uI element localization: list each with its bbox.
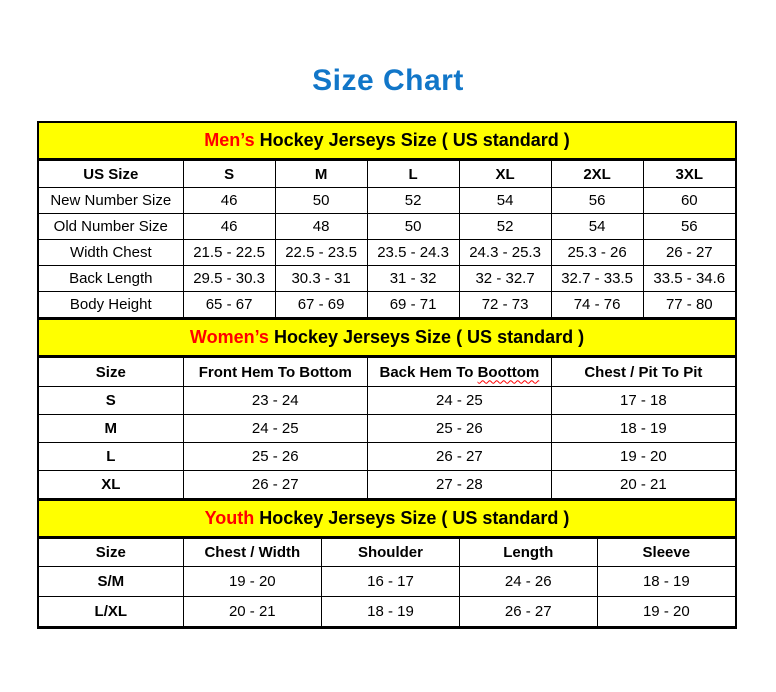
table-row: [39, 240, 735, 266]
cell: 25.3 - 26: [551, 240, 643, 266]
cell: 19 - 20: [597, 597, 735, 627]
cell: 56: [643, 214, 735, 240]
column-header: L: [367, 161, 459, 188]
cell: 52: [459, 214, 551, 240]
cell: 31 - 32: [367, 266, 459, 292]
womens-section-header: [39, 318, 735, 357]
cell: 23 - 24: [183, 387, 367, 415]
cell: 21.5 - 22.5: [183, 240, 275, 266]
cell: 26 - 27: [643, 240, 735, 266]
row-label: Old Number Size: [39, 214, 183, 240]
table-row: [39, 443, 735, 471]
womens-size-table: [39, 357, 735, 499]
row-label: New Number Size: [39, 188, 183, 214]
cell: 17 - 18: [551, 387, 735, 415]
column-header: S: [183, 161, 275, 188]
cell: 22.5 - 23.5: [275, 240, 367, 266]
column-header: 2XL: [551, 161, 643, 188]
cell: 27 - 28: [368, 471, 552, 499]
womens-label-red: Women’s: [189, 327, 269, 347]
cell: 67 - 69: [275, 292, 367, 318]
cell: 19 - 20: [551, 443, 735, 471]
row-label: Body Height: [39, 292, 183, 318]
table-row: [39, 567, 735, 597]
column-header: XL: [459, 161, 551, 188]
column-header: US Size: [39, 161, 183, 188]
cell: 18 - 19: [322, 597, 460, 627]
cell: 24.3 - 25.3: [459, 240, 551, 266]
column-header: [368, 358, 552, 387]
row-label: L: [39, 443, 183, 471]
cell: 72 - 73: [459, 292, 551, 318]
mens-section-header: [39, 123, 735, 160]
cell: 46: [183, 214, 275, 240]
row-label: XL: [39, 471, 183, 499]
cell: 20 - 21: [551, 471, 735, 499]
cell: 48: [275, 214, 367, 240]
row-label: M: [39, 415, 183, 443]
youth-size-table: [39, 538, 735, 627]
cell: 50: [367, 214, 459, 240]
table-row: [39, 415, 735, 443]
row-label: Back Length: [39, 266, 183, 292]
column-header: Sleeve: [597, 539, 735, 567]
table-header-row: [39, 358, 735, 387]
table-header-row: [39, 539, 735, 567]
cell: 52: [367, 188, 459, 214]
cell: 26 - 27: [459, 597, 597, 627]
table-row: [39, 387, 735, 415]
cell: 16 - 17: [322, 567, 460, 597]
cell: 24 - 26: [459, 567, 597, 597]
row-label: S: [39, 387, 183, 415]
column-header: Size: [39, 539, 183, 567]
cell: 33.5 - 34.6: [643, 266, 735, 292]
cell: 65 - 67: [183, 292, 275, 318]
page-title: Size Chart: [312, 64, 464, 97]
row-label: L/XL: [39, 597, 183, 627]
cell: 23.5 - 24.3: [367, 240, 459, 266]
cell: 50: [275, 188, 367, 214]
table-header-row: [39, 161, 735, 188]
column-header: Size: [39, 358, 183, 387]
table-row: [39, 188, 735, 214]
womens-label-rest: Hockey Jerseys Size ( US standard ): [268, 327, 585, 347]
table-row: [39, 292, 735, 318]
cell: 46: [183, 188, 275, 214]
column-header: Length: [459, 539, 597, 567]
cell: 18 - 19: [597, 567, 735, 597]
mens-label-rest: Hockey Jerseys Size ( US standard ): [254, 130, 570, 150]
column-header: 3XL: [643, 161, 735, 188]
row-label: Width Chest: [39, 240, 183, 266]
table-row: [39, 214, 735, 240]
size-chart: [37, 121, 737, 629]
cell: 54: [551, 214, 643, 240]
cell: 60: [643, 188, 735, 214]
youth-section-header: [39, 499, 735, 538]
cell: 24 - 25: [368, 387, 552, 415]
misspelled-word: Boottom: [477, 363, 540, 381]
cell: 77 - 80: [643, 292, 735, 318]
cell: 25 - 26: [183, 443, 367, 471]
mens-label-red: Men’s: [204, 130, 255, 150]
cell: 32.7 - 33.5: [551, 266, 643, 292]
cell: 54: [459, 188, 551, 214]
mens-size-table: [39, 160, 735, 318]
cell: 56: [551, 188, 643, 214]
column-header: Chest / Pit To Pit: [551, 358, 735, 387]
column-header: M: [275, 161, 367, 188]
row-label: S/M: [39, 567, 183, 597]
cell: 26 - 27: [368, 443, 552, 471]
cell: 24 - 25: [183, 415, 367, 443]
youth-label-rest: Hockey Jerseys Size ( US standard ): [254, 508, 570, 528]
cell: 19 - 20: [183, 567, 322, 597]
table-row: [39, 597, 735, 627]
cell: 18 - 19: [551, 415, 735, 443]
table-row: [39, 471, 735, 499]
column-header: Shoulder: [322, 539, 460, 567]
cell: 26 - 27: [183, 471, 367, 499]
column-header-text: Back Hem To: [379, 363, 478, 381]
column-header: Chest / Width: [183, 539, 322, 567]
column-header: Front Hem To Bottom: [183, 358, 367, 387]
cell: 30.3 - 31: [275, 266, 367, 292]
cell: 25 - 26: [368, 415, 552, 443]
youth-label-red: Youth: [204, 508, 255, 528]
cell: 20 - 21: [183, 597, 322, 627]
cell: 32 - 32.7: [459, 266, 551, 292]
cell: 74 - 76: [551, 292, 643, 318]
cell: 69 - 71: [367, 292, 459, 318]
table-row: [39, 266, 735, 292]
cell: 29.5 - 30.3: [183, 266, 275, 292]
